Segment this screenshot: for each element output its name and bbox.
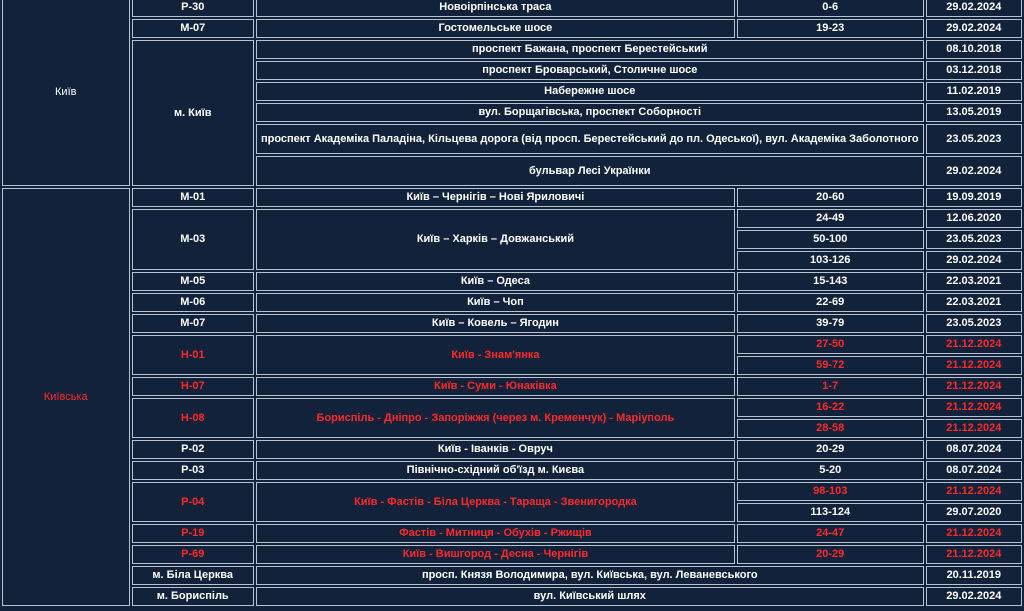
table-row — [2, 566, 1022, 585]
road-code-cell: Н-01 — [132, 335, 254, 375]
table-row — [2, 440, 1022, 459]
date-cell: 08.07.2024 — [926, 440, 1022, 459]
road-code-cell: Р-69 — [132, 545, 254, 564]
date-cell: 11.02.2019 — [926, 82, 1022, 101]
table-row — [2, 377, 1022, 396]
date-cell: 23.05.2023 — [926, 124, 1022, 154]
date-cell: 21.12.2024 — [926, 335, 1022, 354]
date-cell: 29.02.2024 — [926, 19, 1022, 38]
road-name-cell: Київ – Харків – Довжанський — [256, 209, 735, 270]
road-code-cell: М-07 — [132, 19, 254, 38]
road-name-cell: Київ – Чоп — [256, 293, 735, 312]
date-cell: 21.12.2024 — [926, 356, 1022, 375]
road-name-cell: Київ – Одеса — [256, 272, 735, 291]
road-code-cell: М-06 — [132, 293, 254, 312]
road-name-cell: Київ - Знам'янка — [256, 335, 735, 375]
date-cell: 29.02.2024 — [926, 0, 1022, 17]
km-range-cell: 39-79 — [737, 314, 924, 333]
date-cell: 08.07.2024 — [926, 461, 1022, 480]
road-name-cell: Фастів - Митниця - Обухів - Ржищів — [256, 524, 735, 543]
km-range-cell: 98-103 — [737, 482, 924, 501]
road-name-cell: Київ - Іванків - Овруч — [256, 440, 735, 459]
km-range-cell: 1-7 — [737, 377, 924, 396]
km-range-cell: 28-58 — [737, 419, 924, 438]
date-cell: 08.10.2018 — [926, 40, 1022, 59]
table-row — [2, 524, 1022, 543]
date-cell: 21.12.2024 — [926, 419, 1022, 438]
date-cell: 21.12.2024 — [926, 398, 1022, 417]
km-range-cell: 22-69 — [737, 293, 924, 312]
road-name-cell: Північно-східний об'їзд м. Києва — [256, 461, 735, 480]
km-range-cell: 103-126 — [737, 251, 924, 270]
road-code-cell: М-05 — [132, 272, 254, 291]
road-name-cell: Київ – Ковель – Ягодин — [256, 314, 735, 333]
km-range-cell: 24-49 — [737, 209, 924, 228]
km-range-cell: 5-20 — [737, 461, 924, 480]
road-name-cell: Бориспіль - Дніпро - Запоріжжя (через м. Кременчук) - Маріуполь — [256, 398, 735, 438]
date-cell: 29.02.2024 — [926, 587, 1022, 606]
date-cell: 21.12.2024 — [926, 545, 1022, 564]
table-row — [2, 293, 1022, 312]
table-row — [2, 209, 1022, 228]
km-range-cell: 59-72 — [737, 356, 924, 375]
table-row — [2, 545, 1022, 564]
road-name-cell: Гостомельське шосе — [256, 19, 735, 38]
km-range-cell: 27-50 — [737, 335, 924, 354]
date-cell: 21.12.2024 — [926, 377, 1022, 396]
date-cell: 29.02.2024 — [926, 251, 1022, 270]
street-name-cell: просп. Князя Володимира, вул. Київська, вул. Леваневського — [256, 566, 924, 585]
date-cell: 29.02.2024 — [926, 156, 1022, 186]
date-cell: 20.11.2019 — [926, 566, 1022, 585]
road-code-cell: Р-30 — [132, 0, 254, 17]
km-range-cell: 19-23 — [737, 19, 924, 38]
road-code-cell: Н-08 — [132, 398, 254, 438]
road-name-cell: Київ - Вишгород - Десна - Чернігів — [256, 545, 735, 564]
date-cell: 29.07.2020 — [926, 503, 1022, 522]
table-row — [2, 482, 1022, 501]
km-range-cell: 24-47 — [737, 524, 924, 543]
km-range-cell: 113-124 — [737, 503, 924, 522]
table-row — [2, 0, 1022, 17]
street-name-cell: проспект Академіка Паладіна, Кільцева дорога (від просп. Берестейський до пл. Одеської), вул. Академіка Заболотного — [256, 124, 924, 154]
street-name-cell: вул. Київський шлях — [256, 587, 924, 606]
date-cell: 23.05.2023 — [926, 314, 1022, 333]
road-code-cell: Р-04 — [132, 482, 254, 522]
street-name-cell: проспект Бажана, проспект Берестейський — [256, 40, 924, 59]
table-row — [2, 335, 1022, 354]
km-range-cell: 20-29 — [737, 545, 924, 564]
date-cell: 12.06.2020 — [926, 209, 1022, 228]
date-cell: 23.05.2023 — [926, 230, 1022, 249]
road-code-cell: Р-02 — [132, 440, 254, 459]
street-name-cell: проспект Броварський, Столичне шосе — [256, 61, 924, 80]
road-code-cell: М-03 — [132, 209, 254, 270]
km-range-cell: 15-143 — [737, 272, 924, 291]
road-code-cell: М-07 — [132, 314, 254, 333]
date-cell: 22.03.2021 — [926, 272, 1022, 291]
table-row — [2, 40, 1022, 59]
table-row — [2, 314, 1022, 333]
region-cell: Київська — [2, 188, 130, 606]
road-code-cell: М-01 — [132, 188, 254, 207]
table-row — [2, 587, 1022, 606]
road-name-cell: Новоірпінська траса — [256, 0, 735, 17]
km-range-cell: 20-29 — [737, 440, 924, 459]
city-cell: м. Біла Церква — [132, 566, 254, 585]
road-code-cell: Р-19 — [132, 524, 254, 543]
city-cell: м. Бориспіль — [132, 587, 254, 606]
region-cell: Київ — [2, 0, 130, 186]
street-name-cell: бульвар Лесі Українки — [256, 156, 924, 186]
road-code-cell: Н-07 — [132, 377, 254, 396]
date-cell: 21.12.2024 — [926, 524, 1022, 543]
date-cell: 03.12.2018 — [926, 61, 1022, 80]
date-cell: 13.05.2019 — [926, 103, 1022, 122]
road-code-cell: Р-03 — [132, 461, 254, 480]
road-name-cell: Київ - Суми - Юнаківка — [256, 377, 735, 396]
table-row — [2, 398, 1022, 417]
street-name-cell: вул. Борщагівська, проспект Соборності — [256, 103, 924, 122]
date-cell: 22.03.2021 — [926, 293, 1022, 312]
street-name-cell: Набережне шосе — [256, 82, 924, 101]
km-range-cell: 16-22 — [737, 398, 924, 417]
table-row — [2, 19, 1022, 38]
road-name-cell: Київ - Фастів - Біла Церква - Тараща - Звенигородка — [256, 482, 735, 522]
date-cell: 21.12.2024 — [926, 482, 1022, 501]
city-cell: м. Київ — [132, 40, 254, 186]
km-range-cell: 20-60 — [737, 188, 924, 207]
date-cell: 19.09.2019 — [926, 188, 1022, 207]
table-row — [2, 188, 1022, 207]
road-name-cell: Київ – Чернігів – Нові Яриловичі — [256, 188, 735, 207]
km-range-cell: 50-100 — [737, 230, 924, 249]
table-row — [2, 461, 1022, 480]
table-row — [2, 272, 1022, 291]
km-range-cell: 0-6 — [737, 0, 924, 17]
